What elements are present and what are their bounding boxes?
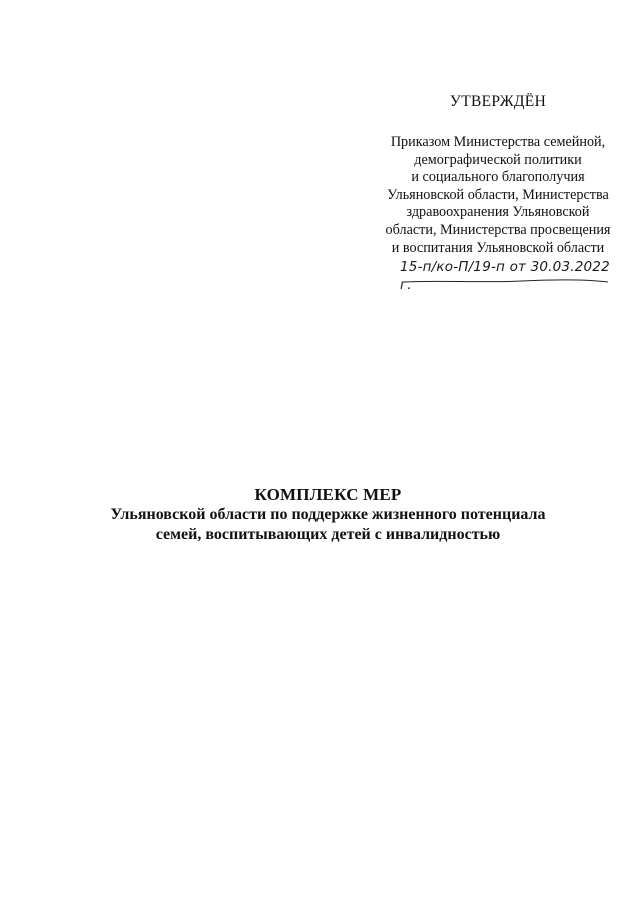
document-title-block bbox=[60, 484, 596, 545]
document-subtitle-line-1: Ульяновской области по поддержке жизненного потенциала bbox=[110, 506, 546, 523]
approval-block bbox=[372, 92, 624, 257]
order-line: здравоохранения Ульяновской bbox=[406, 204, 590, 221]
order-line: Приказом Министерства семейной, bbox=[390, 134, 606, 150]
handwritten-order-reference bbox=[400, 258, 624, 293]
document-title: КОМПЛЕКС МЕР bbox=[254, 485, 402, 504]
approval-heading: УТВЕРЖДЁН bbox=[449, 93, 547, 110]
approval-order-text bbox=[372, 134, 624, 257]
order-line: и социального благополучия bbox=[411, 169, 585, 186]
handwritten-underline-icon bbox=[402, 276, 622, 286]
order-line: области, Министерства просвещения bbox=[385, 221, 611, 238]
order-line: демографической политики bbox=[414, 151, 582, 168]
handwritten-reference-text: 15-п/ко-П/19-п от 30.03.2022 г. bbox=[400, 259, 610, 293]
order-line: Ульяновской области, Министерства bbox=[387, 186, 609, 203]
order-line: и воспитания Ульяновской области bbox=[391, 239, 605, 256]
document-subtitle-line-2: семей, воспитывающих детей с инвалидностью bbox=[155, 526, 501, 543]
